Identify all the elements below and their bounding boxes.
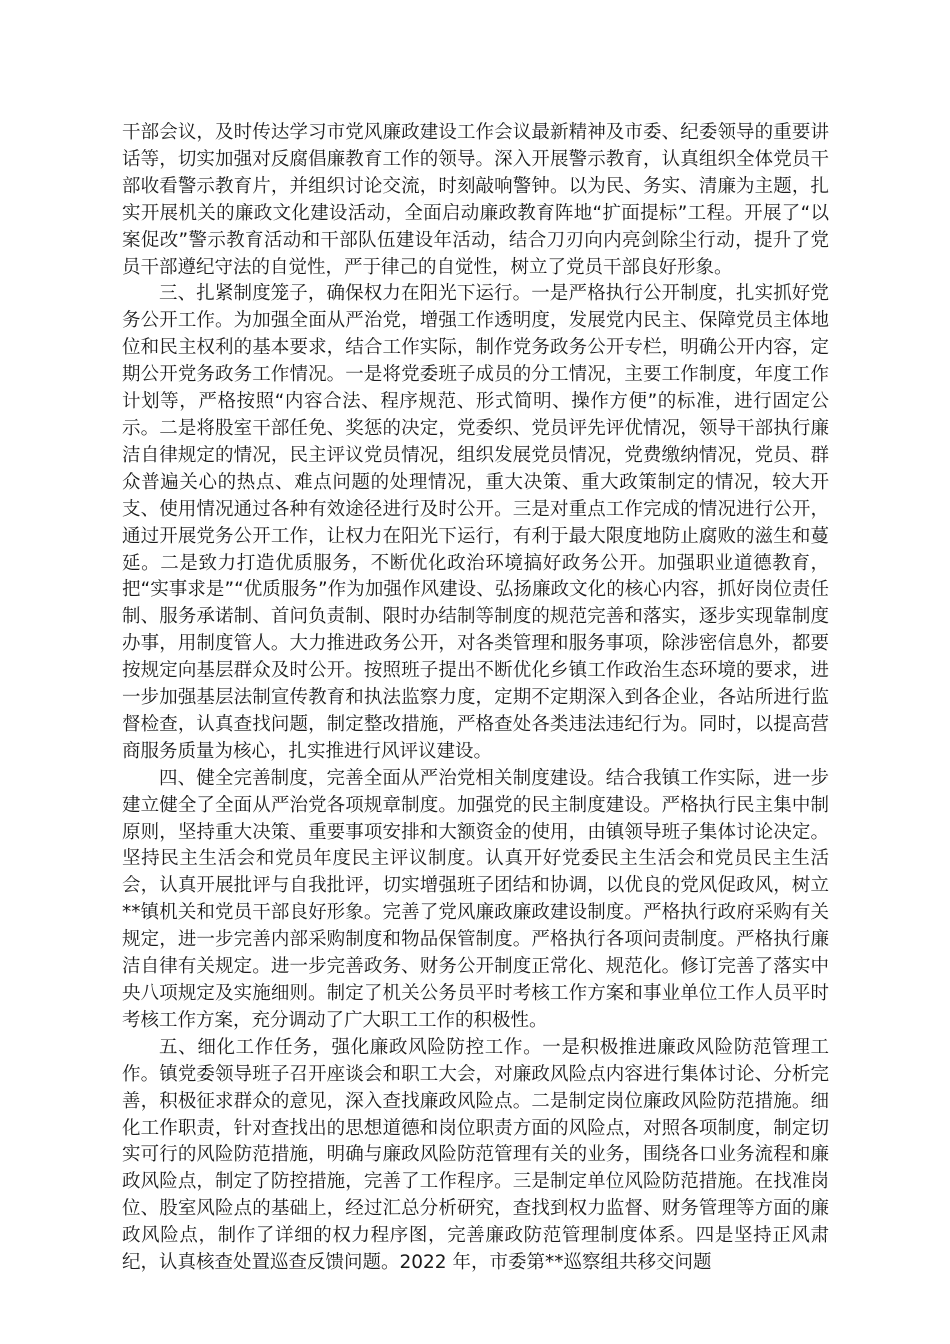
- paragraph-section-five: 五、细化工作任务，强化廉政风险防控工作。一是积极推进廉政风险防范管理工作。镇党委领导班子召开座谈会和职工大会，对廉政风险点内容进行集体讨论、分析完善，积极征求群众的意见，深入查找廉政风险点。二是制定岗位廉政风险防范措施。细化工作职责，针对查找出的思想道德和岗位职责方面的风险点，对照各项制度，制定切实可行的风险防范措施，明确与廉政风险防范管理有关的业务，围绕各口业务流程和廉政风险点，制定了防控措施，完善了工作程序。三是制定单位风险防范措施。在找准岗位、股室风险点的基础上，经过汇总分析研究，查找到权力监督、财务管理等方面的廉政风险点，制作了详细的权力程序图，完善廉政防范管理制度体系。四是坚持正风肃纪，认真核查处置巡查反馈问题。2022 年，市委第**巡察组共移交问题: [122, 1036, 829, 1274]
- paragraph-section-four: 四、健全完善制度，完善全面从严治党相关制度建设。结合我镇工作实际，进一步建立健全了全面从严治党各项规章制度。加强党的民主制度建设。严格执行民主集中制原则，坚持重大决策、重要事项安排和大额资金的使用，由镇领导班子集体讨论决定。坚持民主生活会和党员年度民主评议制度。认真开好党委民主生活会和党员民主生活会，认真开展批评与自我批评，切实增强班子团结和协调，以优良的党风促政风，树立**镇机关和党员干部良好形象。完善了党风廉政廉政建设制度。严格执行政府采购有关规定，进一步完善内部采购制度和物品保管制度。严格执行各项问责制度。严格执行廉洁自律有关规定。进一步完善政务、财务公开制度正常化、规范化。修订完善了落实中央八项规定及实施细则。制定了机关公务员平时考核工作方案和事业单位工作人员平时考核工作方案，充分调动了广大职工工作的积极性。: [122, 767, 829, 1031]
- paragraph-section-three: 三、扎紧制度笼子，确保权力在阳光下运行。一是严格执行公开制度，扎实抓好党务公开工作。为加强全面从严治党，增强工作透明度，发展党内民主、保障党员主体地位和民主权利的基本要求，结合工作实际，制作党务政务公开专栏，明确公开内容，定期公开党务政务工作情况。一是将党委班子成员的分工情况，主要工作制度，年度工作计划等，严格按照“内容合法、程序规范、形式简明、操作方便”的标准，进行固定公示。二是将股室干部任免、奖惩的决定，党委织、党员评先评优情况，领导干部执行廉洁自律规定的情况，民主评议党员情况，组织发展党员情况，党费缴纳情况，党员、群众普遍关心的热点、难点问题的处理情况，重大决策、重大政策制定的情况，较大开支、使用情况通过各种有效途径进行及时公开。三是对重点工作完成的情况进行公开，通过开展党务公开工作，让权力在阳光下运行，有利于最大限度地防止腐败的滋生和蔓延。二是致力打造优质服务，不断优化政治环境搞好政务公开。加强职业道德教育，把“实事求是”“优质服务”作为加强作风建设、弘扬廉政文化的核心内容，抓好岗位责任制、服务承诺制、首问负责制、限时办结制等制度的规范完善和落实，逐步实现靠制度办事，用制度管人。大力推进政务公开，对各类管理和服务事项，除涉密信息外，都要按规定向基层群众及时公开。按照班子提出不断优化乡镇工作政治生态环境的要求，进一步加强基层法制宣传教育和执法监察力度，定期不定期深入到各企业，各站所进行监督检查，认真查找问题，制定整改措施，严格查处各类违法违纪行为。同时，以提高营商服务质量为核心，扎实推进行风评议建设。: [122, 283, 829, 762]
- document-body: [122, 120, 829, 1277]
- paragraph-continuation: 干部会议，及时传达学习市党风廉政建设工作会议最新精神及市委、纪委领导的重要讲话等，切实加强对反腐倡廉教育工作的领导。深入开展警示教育，认真组织全体党员干部收看警示教育片，并组织讨论交流，时刻敲响警钟。以为民、务实、清廉为主题，扎实开展机关的廉政文化建设活动，全面启动廉政教育阵地“扩面提标”工程。开展了“以案促改”警示教育活动和干部队伍建设年活动，结合刀刃向内亮剑除尘行动，提升了党员干部遵纪守法的自觉性，严于律己的自觉性，树立了党员干部良好形象。: [122, 122, 829, 278]
